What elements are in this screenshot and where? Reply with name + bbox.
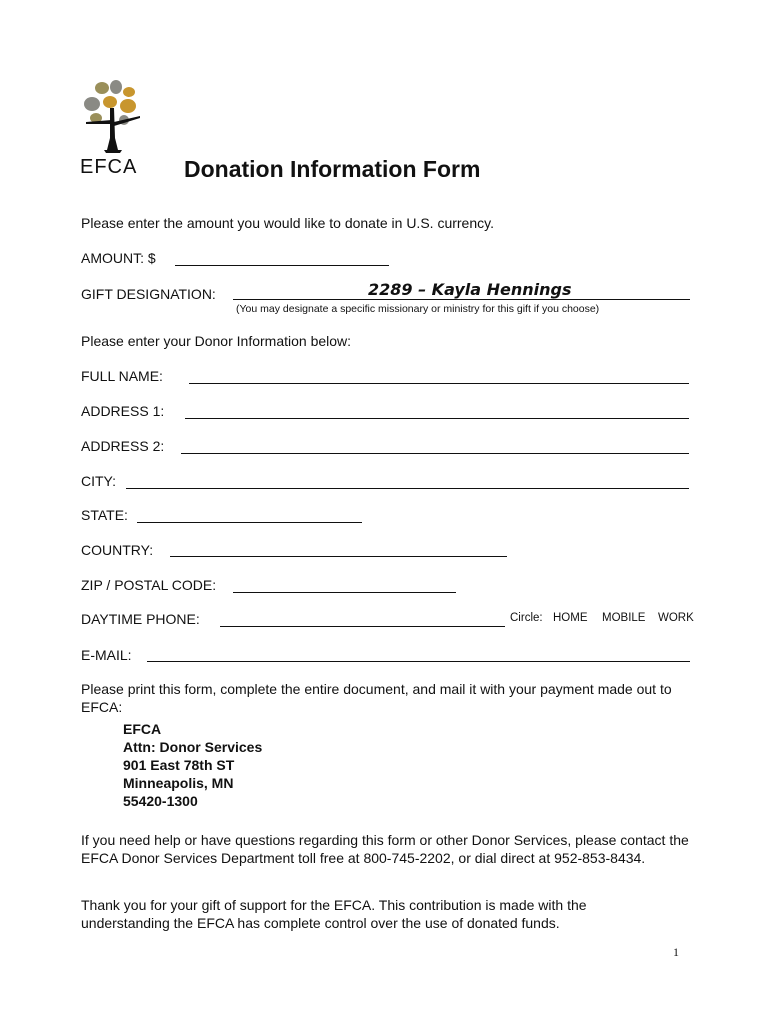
thanks-text: Thank you for your gift of support for the EFCA. This contribution is made with the understanding the EFCA has complete control over the use of donated funds. [81, 897, 587, 931]
page-number: 1 [673, 945, 679, 959]
phone-circle-label: Circle: [510, 612, 543, 624]
mailing-address [123, 720, 262, 810]
leaf-shape [120, 99, 136, 113]
city-label: CITY: [81, 473, 117, 489]
city-field[interactable] [126, 488, 689, 489]
address-line: Attn: Donor Services [123, 739, 263, 755]
phone-field[interactable] [220, 626, 505, 627]
address-line: Minneapolis, MN [123, 775, 234, 791]
country-field[interactable] [170, 556, 507, 557]
address-line: 55420-1300 [123, 793, 198, 809]
amount-label: AMOUNT: $ [81, 250, 156, 266]
phone-option-mobile[interactable]: MOBILE [602, 612, 646, 624]
leaf-shape [123, 87, 135, 97]
gift-designation-label: GIFT DESIGNATION: [81, 286, 216, 302]
state-label: STATE: [81, 507, 128, 523]
leaf-shape [103, 96, 117, 108]
zip-field[interactable] [233, 592, 456, 593]
phone-option-work[interactable]: WORK [658, 612, 694, 624]
efca-logo [74, 78, 154, 178]
gift-designation-field[interactable] [233, 299, 690, 300]
full-name-field[interactable] [189, 383, 689, 384]
logo-text: EFCA [80, 156, 138, 178]
address-line: 901 East 78th ST [123, 757, 235, 773]
gift-designation-note: (You may designate a specific missionary or ministry for this gift if you choose) [236, 303, 600, 315]
gift-designation-value[interactable]: 2289 – Kayla Hennings [368, 280, 572, 299]
help-text: If you need help or have questions regarding this form or other Donor Services, please contact the EFCA Donor Services Department toll free at 800-745-2202, or dial direct at 952-853-8434. [81, 832, 689, 866]
intro-text: Please enter the amount you would like to donate in U.S. currency. [81, 215, 494, 231]
address-line: EFCA [123, 721, 162, 737]
leaf-shape [95, 82, 109, 94]
donor-info-intro: Please enter your Donor Information below: [81, 333, 352, 349]
address1-field[interactable] [185, 418, 689, 419]
email-label: E-MAIL: [81, 647, 132, 663]
leaf-shape [84, 97, 100, 111]
address1-label: ADDRESS 1: [81, 403, 165, 419]
zip-label: ZIP / POSTAL CODE: [81, 577, 217, 593]
full-name-label: FULL NAME: [81, 368, 163, 384]
leaf-shape [110, 80, 122, 94]
mail-instructions: Please print this form, complete the entire document, and mail it with your payment made out to EFCA: [81, 681, 672, 715]
address2-field[interactable] [181, 453, 689, 454]
email-field[interactable] [147, 661, 690, 662]
amount-field[interactable] [175, 265, 389, 266]
phone-label: DAYTIME PHONE: [81, 611, 200, 627]
page-title: Donation Information Form [184, 156, 481, 182]
tree-logo-icon [74, 78, 154, 158]
country-label: COUNTRY: [81, 542, 154, 558]
phone-option-home[interactable]: HOME [553, 612, 588, 624]
address2-label: ADDRESS 2: [81, 438, 165, 454]
state-field[interactable] [137, 522, 362, 523]
